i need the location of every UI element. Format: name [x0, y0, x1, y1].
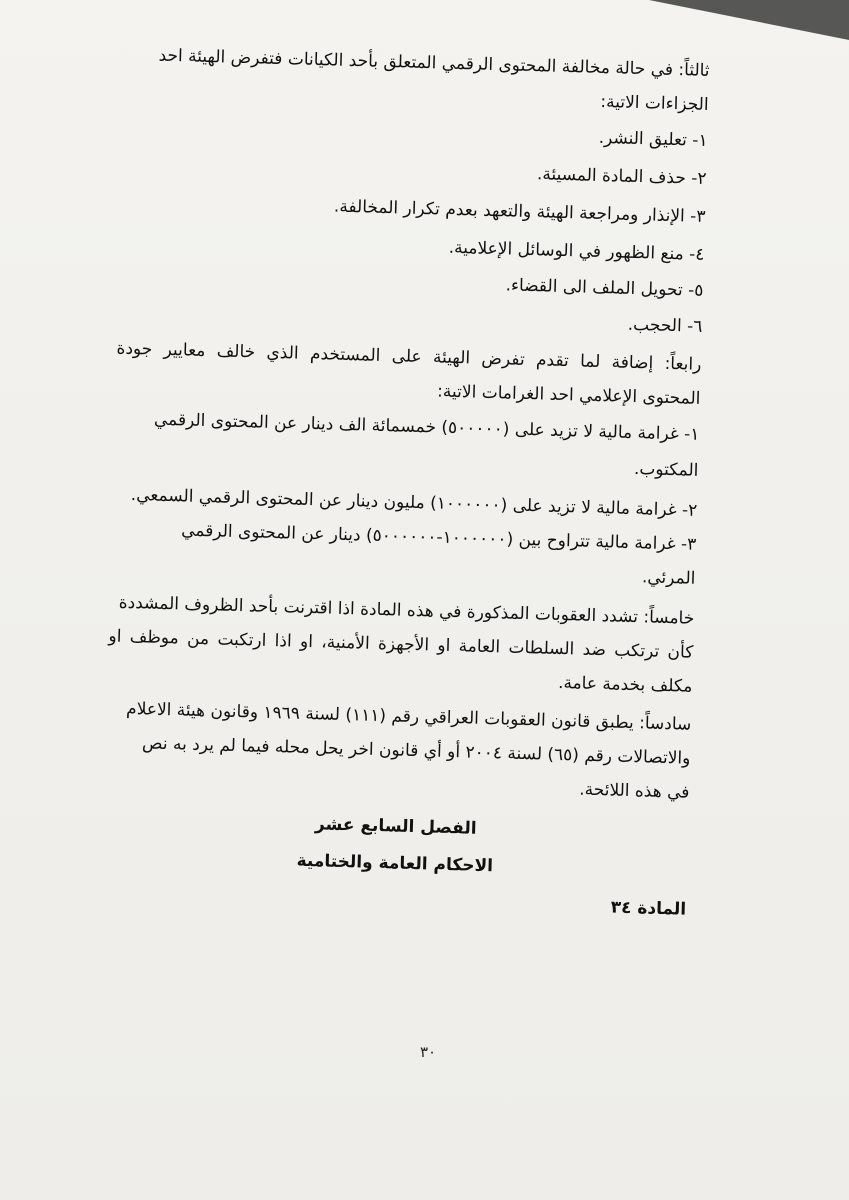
list-item-continuation: المكتوب.: [633, 459, 699, 481]
section4-lead: رابعاً:: [664, 353, 702, 375]
page-corner-shadow: [649, 0, 849, 40]
section6-line1: سادساً: يطبق قانون العقوبات العراقي رقم (١١١) لسنة ١٩٦٩ وقانون هيئة الاعلام: [125, 698, 692, 735]
section3-intro-line2: الجزاءات الاتية:: [600, 91, 709, 115]
section5-line1: خامساً: تشدد العقوبات المذكورة في هذه المادة اذا اقترنت بأحد الظروف المشددة: [118, 592, 695, 629]
list-item: ١- غرامة مالية لا تزيد على (٥٠٠٠٠٠) خمسمائة الف دينار عن المحتوى الرقمي: [153, 409, 700, 445]
list-item: ٢- حذف المادة المسيئة.: [536, 164, 707, 189]
section6-line3: في هذه اللائحة.: [578, 779, 690, 803]
section6-line2: والاتصالات رقم (٦٥) لسنة ٢٠٠٤ أو أي قانون اخر يحل محله فيما لم يرد به نص: [141, 733, 691, 769]
list-item: ٥- تحويل الملف الى القضاء.: [505, 275, 704, 301]
section4-line1: [116, 339, 701, 375]
list-item-continuation: المرئي.: [641, 567, 696, 589]
list-item: ٣- غرامة مالية تتراوح بين (١٠٠٠٠٠٠-٥٠٠٠٠٠٠) دينار عن المحتوى الرقمي: [180, 520, 697, 555]
section5-line2: كأن ترتكب ضد السلطات العامة او الأجهزة الأمنية، او اذا ارتكبت من موظف او: [108, 626, 694, 663]
article-heading: المادة ٣٤: [610, 897, 687, 920]
list-item: ٣- الإنذار ومراجعة الهيئة والتعهد بعدم تكرار المخالفة.: [333, 196, 706, 227]
section3-intro-text: في حالة مخالفة المحتوى الرقمي المتعلق بأحد الكيانات فتفرض الهيئة احد: [158, 45, 674, 80]
list-item: ٤- منع الظهور في الوسائل الإعلامية.: [448, 237, 705, 265]
section4-line2: المحتوى الإعلامي احد الغرامات الاتية:: [436, 381, 701, 409]
list-item: ٦- الحجب.: [627, 314, 703, 337]
chapter-title: الفصل السابع عشر: [314, 814, 477, 839]
section4-text: إضافة لما تقدم تفرض الهيئة على المستخدم الذي خالف معايير جودة: [116, 338, 654, 374]
section3-lead: ثالثاً:: [678, 60, 710, 81]
section5-line3: مكلف بخدمة عامة.: [557, 673, 693, 697]
document-body: [101, 39, 710, 920]
page-number: ٣٠: [419, 1043, 437, 1061]
chapter-subtitle: الاحكام العامة والختامية: [296, 850, 494, 877]
section3-intro-line1: [125, 45, 710, 81]
list-item: ١- تعليق النشر.: [598, 127, 708, 151]
list-item: ٢- غرامة مالية لا تزيد على (١٠٠٠٠٠٠) مليون دينار عن المحتوى الرقمي السمعي.: [130, 485, 698, 521]
